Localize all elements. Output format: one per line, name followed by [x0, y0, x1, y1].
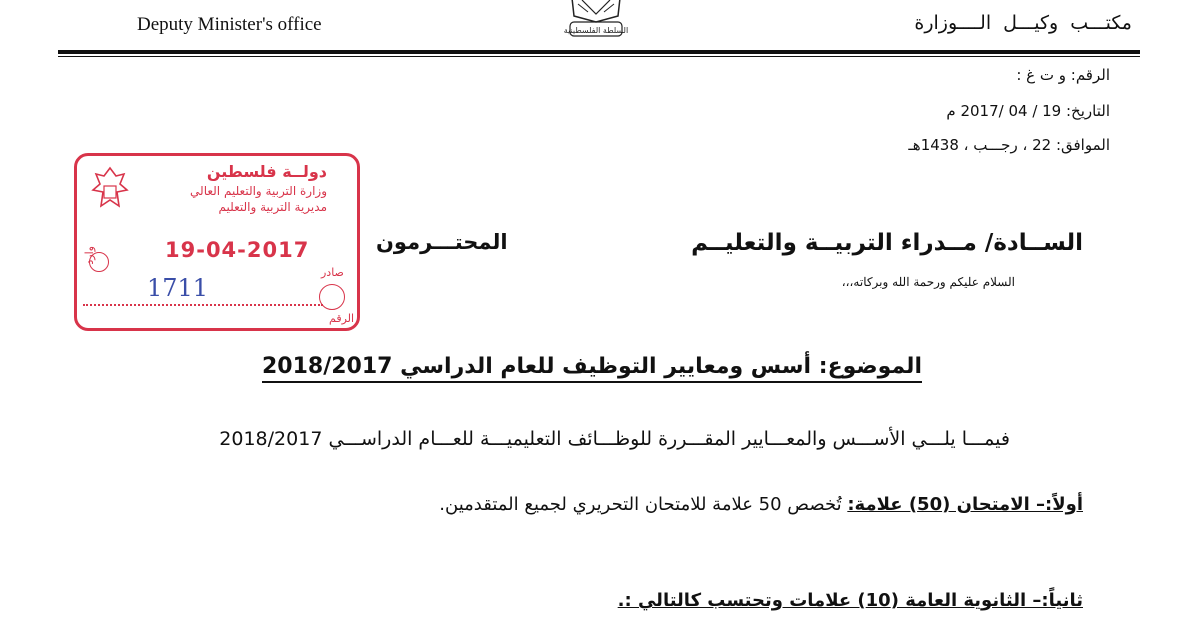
header-rule [58, 50, 1140, 54]
subject-label: الموضوع: [818, 354, 922, 379]
stamp-incoming-circle [89, 252, 109, 272]
stamp-ministry: وزارة التربية والتعليم العالي [190, 184, 327, 198]
stamp-ref-label: الرقم [329, 312, 355, 325]
handwritten-number: 1711 [147, 274, 209, 302]
section-second-heading: ثانياً:– الثانوية العامة (10) علامات وتحتسب كالتالي :. [617, 590, 1083, 611]
received-stamp [74, 153, 360, 331]
stamp-outgoing-circle [319, 284, 345, 310]
respect-title: المحتـــرمون [376, 230, 508, 254]
stamp-directorate: مديرية التربية والتعليم [218, 200, 327, 214]
section-first-body: تُخصص 50 علامة للامتحان التحريري لجميع المتقدمين. [439, 494, 842, 515]
intro-paragraph: فيمـــا يلـــي الأســـس والمعـــايير المقـــررة للوظـــائف التعليميـــة للعـــام الدراســـي 2018/2017 [219, 428, 1010, 450]
subject-text: أسس ومعايير التوظيف للعام الدراسي 2018/2017 [261, 354, 812, 379]
stamp-date: 19-04-2017 [165, 238, 310, 262]
subject-line [262, 354, 922, 383]
emblem-icon [548, 0, 644, 46]
addressee: الســادة/ مــدراء التربيــة والتعليــم [691, 230, 1083, 256]
hijri-date: الموافق: 22 ، رجـــب ، 1438هـ [908, 136, 1110, 154]
reference-number: الرقم: و ت غ : [1016, 66, 1110, 84]
header-rule-thin [58, 56, 1140, 57]
emblem-caption: السلطة الفلسطينية [563, 26, 629, 35]
stamp-state: دولــة فلسطين [206, 162, 327, 181]
stamp-incoming-label: وارد [83, 246, 96, 265]
document-date: التاريخ: 19 / 04 /2017 م [946, 102, 1110, 120]
stamp-dotted-line [83, 304, 323, 306]
section-first [439, 494, 1083, 515]
greeting: السلام عليكم ورحمة الله وبركاته،،، [841, 275, 1015, 289]
eagle-crest-icon [89, 164, 131, 216]
office-title-arabic: مكتـــب وكيـــل الــــوزارة [914, 12, 1132, 34]
section-first-heading: أولاً:– الامتحان (50) علامة: [847, 494, 1083, 515]
stamp-outgoing-label: صادر [321, 266, 344, 279]
office-title-english: Deputy Minister's office [137, 14, 322, 35]
